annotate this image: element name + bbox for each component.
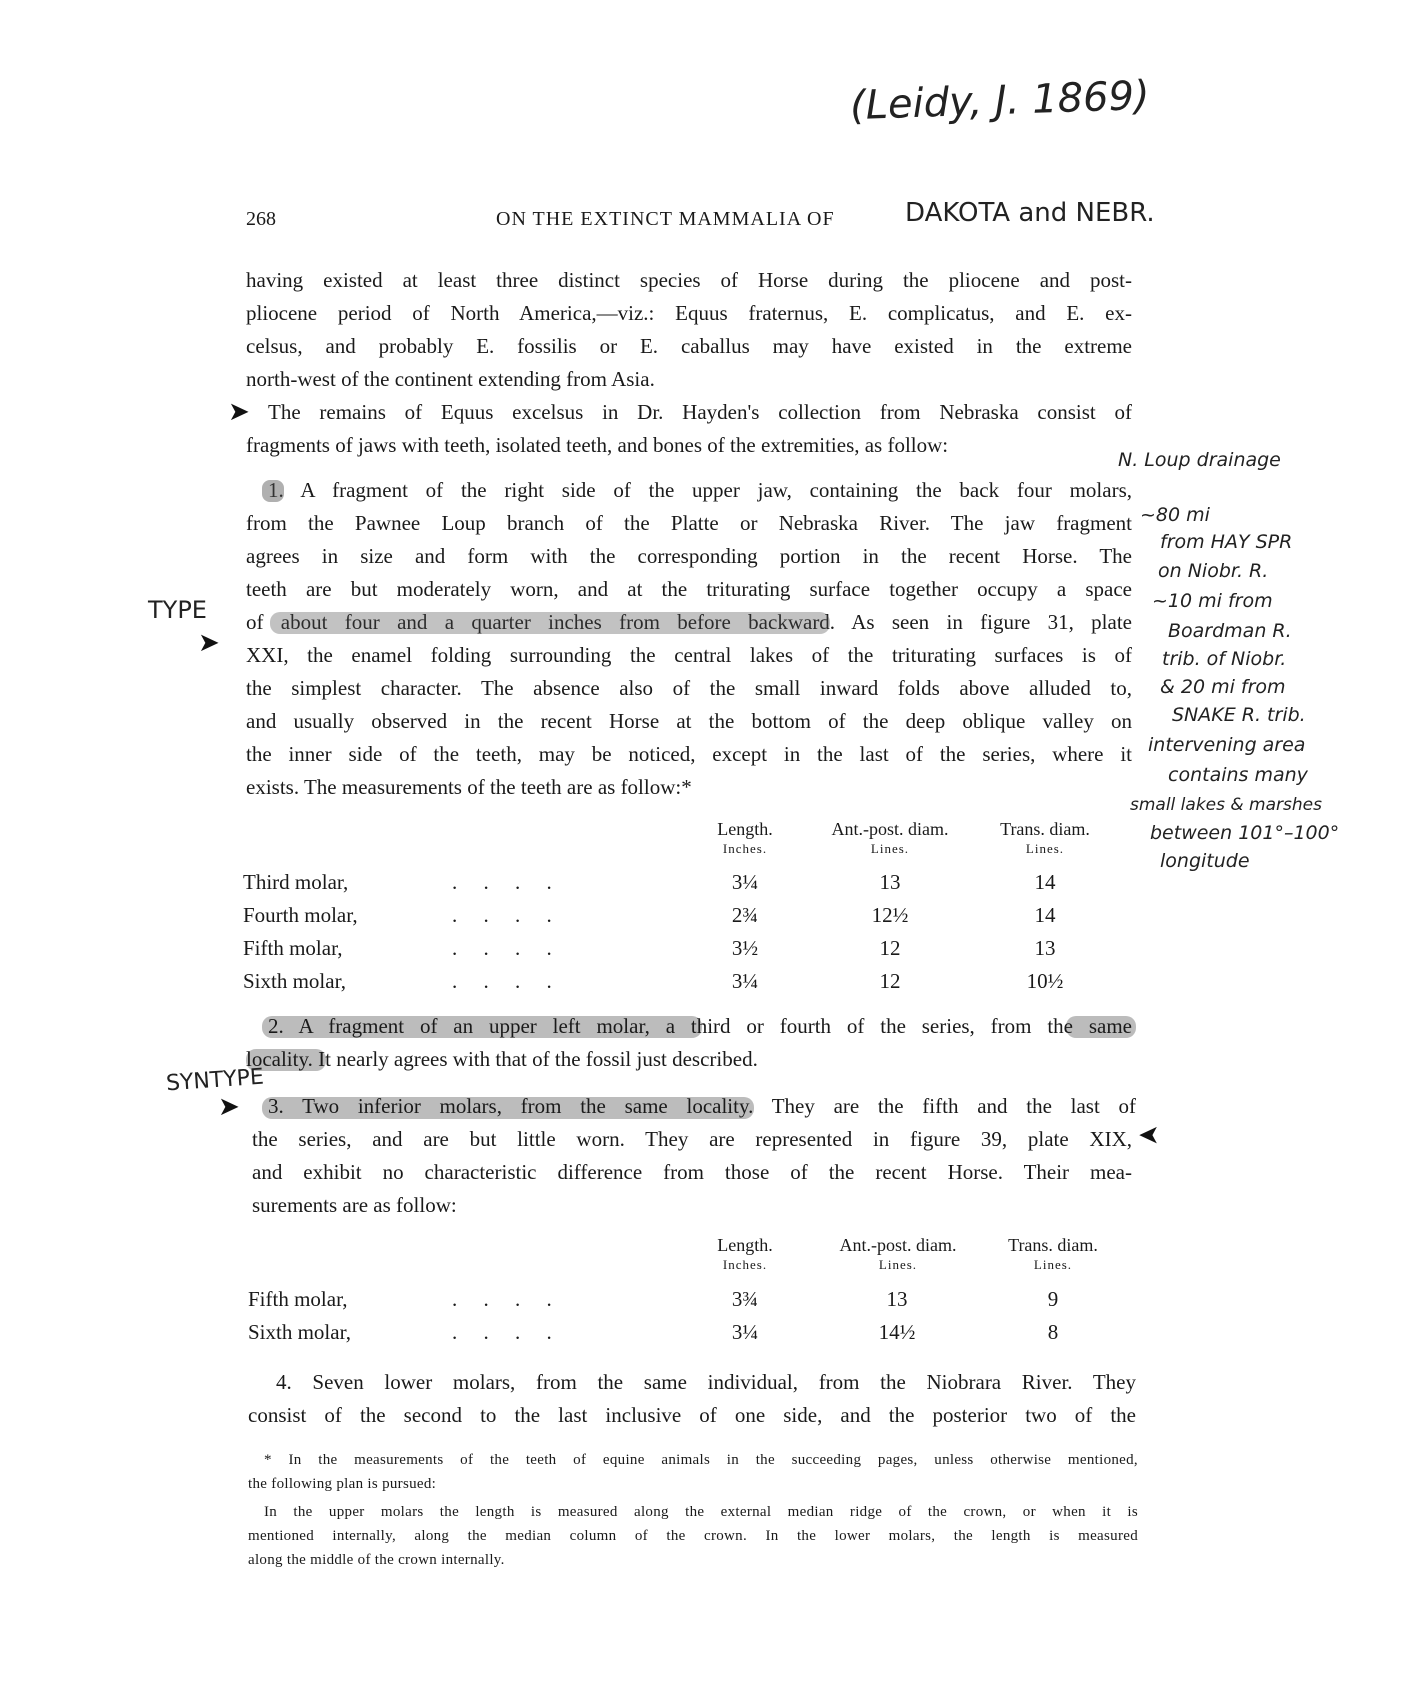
table2-header-length	[690, 1234, 800, 1274]
margin-note: small lakes & marshes	[1130, 795, 1322, 815]
text-line: The remains of Equus excelsus in Dr. Hayden's collection from Nebraska consist of	[268, 400, 1132, 424]
text-line: XXI, the enamel folding surrounding the central lakes of the triturating surfaces is of	[246, 643, 1132, 667]
cell-length: 3½	[731, 936, 759, 960]
margin-note: on Niobr. R.	[1158, 560, 1269, 582]
footnote-line: the following plan is pursued:	[248, 1476, 437, 1492]
handwritten-type-label: TYPE	[148, 596, 207, 624]
cell-antpost: 12½	[871, 903, 909, 927]
highlight-mark	[262, 480, 284, 502]
highlight-mark	[270, 612, 830, 634]
row-dots: . . . .	[452, 1320, 552, 1344]
text-line: the simplest character. The absence also of the small inward folds above alluded to,	[246, 676, 1132, 700]
cell-trans: 8	[1047, 1320, 1059, 1344]
margin-note: ~80 mi	[1140, 504, 1210, 526]
text-line: and usually observed in the recent Horse at the bottom of the deep oblique valley on	[246, 709, 1132, 733]
row-dots: . . . .	[452, 870, 552, 894]
text-line: 3. Two inferior molars, from the same locality. They are the fifth and the last of	[268, 1094, 1136, 1118]
margin-note: N. Loup drainage	[1118, 449, 1281, 471]
text-line: north-west of the continent extending from Asia.	[246, 367, 655, 391]
row-dots: . . . .	[452, 969, 552, 993]
text-line: celsus, and probably E. fossilis or E. caballus may have existed in the extreme	[246, 334, 1132, 358]
text-line: from the Pawnee Loup branch of the Platte or Nebraska River. The jaw fragment	[246, 511, 1132, 535]
text-line: and exhibit no characteristic difference from those of the recent Horse. Their mea-	[252, 1160, 1132, 1184]
text-line: having existed at least three distinct species of Horse during the pliocene and post-	[246, 268, 1132, 292]
cell-length: 3¼	[731, 969, 759, 993]
margin-note: & 20 mi from	[1160, 676, 1286, 698]
header-unit: Lines.	[1025, 841, 1065, 856]
text-line: agrees in size and form with the corresponding portion in the recent Horse. The	[246, 544, 1132, 568]
text-line: fragments of jaws with teeth, isolated teeth, and bones of the extremities, as follow:	[246, 433, 949, 457]
cell-length: 2¾	[731, 903, 759, 927]
text-line: consist of the second to the last inclusive of one side, and the posterior two of the	[248, 1403, 1136, 1427]
header-label: Ant.-post. diam.	[831, 819, 949, 839]
row-name: Fifth molar,	[243, 936, 343, 960]
text-line: 2. A fragment of an upper left molar, a third or fourth of the series, from the same	[268, 1014, 1132, 1038]
footnote-line: In the upper molars the length is measured along the external median ridge of the crown, or when it is	[264, 1504, 1138, 1520]
header-unit: Lines.	[878, 1257, 918, 1272]
row-name: Fourth molar,	[243, 903, 358, 927]
table1-header-length	[690, 818, 800, 858]
cell-antpost: 12	[879, 969, 901, 993]
cell-trans: 14	[1034, 870, 1056, 894]
cell-length: 3¼	[731, 870, 759, 894]
margin-note: SNAKE R. trib.	[1172, 704, 1306, 726]
row-name: Sixth molar,	[243, 969, 346, 993]
handwritten-syntype-label: SYNTYPE	[165, 1064, 265, 1097]
margin-note: from HAY SPR	[1160, 531, 1293, 553]
highlighted-text-line: of about four and a quarter inches from before backward. As seen in figure 31, plate	[246, 610, 1132, 634]
header-unit: Lines.	[870, 841, 910, 856]
header-label: Ant.-post. diam.	[839, 1235, 957, 1255]
hand-arrow-icon: ➤	[218, 1092, 240, 1122]
cell-length: 3¾	[731, 1287, 759, 1311]
text-line: 1. A fragment of the right side of the upper jaw, containing the back four molars,	[268, 478, 1132, 502]
row-dots: . . . .	[452, 1287, 552, 1311]
header-label: Length.	[717, 1235, 773, 1255]
margin-note: longitude	[1160, 850, 1250, 872]
page-number: 268	[246, 208, 276, 230]
text-line: locality. It nearly agrees with that of the fossil just described.	[246, 1047, 758, 1071]
text-line: 4. Seven lower molars, from the same individual, from the Niobrara River. They	[276, 1370, 1136, 1394]
handwritten-citation: (Leidy, J. 1869)	[849, 72, 1151, 130]
row-name: Sixth molar,	[248, 1320, 351, 1344]
hand-arrow-icon: ➤	[198, 628, 220, 658]
text-line: teeth are but moderately worn, and at the triturating surface together occupy a space	[246, 577, 1132, 601]
cell-antpost: 13	[886, 1287, 908, 1311]
header-label: Trans. diam.	[1008, 1235, 1098, 1255]
header-unit: Inches.	[722, 1257, 768, 1272]
text-line: exists. The measurements of the teeth are as follow:*	[246, 775, 692, 799]
cell-trans: 9	[1047, 1287, 1059, 1311]
footnote-line: * In the measurements of the teeth of equine animals in the succeeding pages, unless otherwise mentioned,	[264, 1452, 1138, 1468]
margin-note: contains many	[1168, 764, 1308, 786]
row-name: Third molar,	[243, 870, 349, 894]
text-line: surements are as follow:	[252, 1193, 457, 1217]
text-line: the series, and are but little worn. They are represented in figure 39, plate XIX,	[252, 1127, 1132, 1151]
cell-trans: 13	[1034, 936, 1056, 960]
header-unit: Lines.	[1033, 1257, 1073, 1272]
cell-trans: 14	[1034, 903, 1056, 927]
text-line: pliocene period of North America,—viz.: Equus fraternus, E. complicatus, and E. ex-	[246, 301, 1132, 325]
row-dots: . . . .	[452, 936, 552, 960]
table2-header-antpost	[818, 1234, 978, 1274]
cell-trans: 10½	[1026, 969, 1064, 993]
text-line: the inner side of the teeth, may be noticed, except in the last of the series, where it	[246, 742, 1132, 766]
margin-note: Boardman R.	[1168, 620, 1292, 642]
cell-antpost: 13	[879, 870, 901, 894]
cell-length: 3¼	[731, 1320, 759, 1344]
running-title: ON THE EXTINCT MAMMALIA OF	[496, 208, 835, 230]
margin-note: between 101°–100°	[1150, 822, 1340, 844]
header-label: Trans. diam.	[1000, 819, 1090, 839]
hand-arrow-icon: ➤	[1138, 1120, 1160, 1150]
header-unit: Inches.	[722, 841, 768, 856]
handwritten-header-addition: DAKOTA and NEBR.	[905, 198, 1155, 228]
cell-antpost: 14½	[878, 1320, 916, 1344]
margin-note: ~10 mi from	[1152, 590, 1273, 612]
table2-header-trans	[988, 1234, 1118, 1274]
table1-header-antpost	[810, 818, 970, 858]
row-dots: . . . .	[452, 903, 552, 927]
margin-note: trib. of Niobr.	[1162, 648, 1287, 670]
table1-header-trans	[980, 818, 1110, 858]
header-label: Length.	[717, 819, 773, 839]
cell-antpost: 12	[879, 936, 901, 960]
hand-arrow-icon: ➤	[228, 397, 250, 427]
footnote-line: along the middle of the crown internally.	[248, 1552, 505, 1568]
row-name: Fifth molar,	[248, 1287, 348, 1311]
margin-note: intervening area	[1148, 734, 1306, 756]
footnote-line: mentioned internally, along the median column of the crown. In the lower molars, the length is measured	[248, 1528, 1138, 1544]
